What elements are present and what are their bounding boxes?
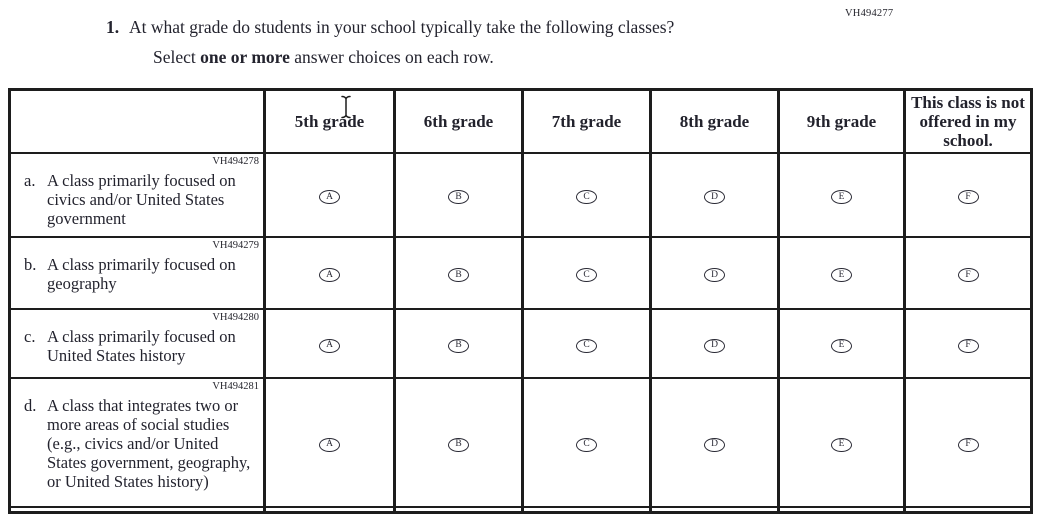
row-label-cell: [10, 309, 265, 378]
answer-bubble-c[interactable]: C: [576, 438, 597, 452]
column-header-8th-grade: 8th grade: [651, 90, 779, 154]
answer-cell: [651, 237, 779, 309]
answer-bubble-e[interactable]: E: [831, 190, 852, 204]
row-letter: c.: [24, 327, 36, 347]
row-letter: b.: [24, 255, 37, 275]
answer-cell: [651, 153, 779, 237]
row-code: VH494278: [212, 156, 259, 168]
answer-cell: [523, 153, 651, 237]
table-row-b: [10, 237, 1032, 309]
row-label-cell: [10, 237, 265, 309]
answer-bubble-b[interactable]: B: [448, 268, 469, 282]
answer-cell: [523, 309, 651, 378]
answer-cell: [779, 237, 905, 309]
cutoff-cell: [523, 507, 651, 512]
answer-cell: [395, 378, 523, 507]
row-letter: d.: [24, 396, 37, 416]
answer-cell: [523, 378, 651, 507]
answer-bubble-f[interactable]: F: [958, 268, 979, 282]
row-code: VH494281: [212, 381, 259, 393]
answer-bubble-f[interactable]: F: [958, 190, 979, 204]
answer-bubble-e[interactable]: E: [831, 339, 852, 353]
answer-bubble-e[interactable]: E: [831, 438, 852, 452]
answer-bubble-a[interactable]: A: [319, 438, 340, 452]
column-header-not-offered: This class is not offered in my school.: [905, 90, 1032, 154]
answer-bubble-d[interactable]: D: [704, 268, 725, 282]
answer-cell: [905, 237, 1032, 309]
cutoff-cell: [10, 507, 265, 512]
answer-bubble-b[interactable]: B: [448, 190, 469, 204]
answer-bubble-c[interactable]: C: [576, 190, 597, 204]
answer-bubble-e[interactable]: E: [831, 268, 852, 282]
answer-cell: [523, 237, 651, 309]
column-header-5th-grade: 5th grade: [265, 90, 395, 154]
row-code: VH494279: [212, 240, 259, 252]
row-label-text: A class primarily focused on geography: [47, 255, 236, 294]
answer-cell: [905, 309, 1032, 378]
row-letter: a.: [24, 171, 36, 191]
answer-bubble-b[interactable]: B: [448, 339, 469, 353]
answer-cell: [905, 378, 1032, 507]
answer-cell: [265, 378, 395, 507]
instruction-suffix: answer choices on each row.: [289, 47, 494, 67]
answer-cell: [905, 153, 1032, 237]
answer-bubble-c[interactable]: C: [576, 268, 597, 282]
answer-cell: [395, 153, 523, 237]
answer-cell: [651, 378, 779, 507]
answer-bubble-d[interactable]: D: [704, 339, 725, 353]
table-row-d: [10, 378, 1032, 507]
question-number: 1.: [106, 17, 120, 37]
column-header-9th-grade: 9th grade: [779, 90, 905, 154]
answer-grid-table: [8, 88, 1033, 514]
answer-cell: [651, 309, 779, 378]
instruction-prefix: Select: [153, 47, 201, 67]
table-row-a: [10, 153, 1032, 237]
answer-bubble-f[interactable]: F: [958, 339, 979, 353]
answer-bubble-f[interactable]: F: [958, 438, 979, 452]
answer-cell: [265, 309, 395, 378]
answer-cell: [265, 153, 395, 237]
answer-cell: [779, 153, 905, 237]
answer-bubble-c[interactable]: C: [576, 339, 597, 353]
answer-cell: [395, 237, 523, 309]
instruction-bold: one or more: [200, 47, 290, 67]
answer-cell: [265, 237, 395, 309]
table-row-cutoff: [10, 507, 1032, 512]
cutoff-cell: [651, 507, 779, 512]
question-text: At what grade do students in your school typically take the following classes?: [129, 17, 675, 37]
column-header-6th-grade: 6th grade: [395, 90, 523, 154]
column-header-7th-grade: 7th grade: [523, 90, 651, 154]
table-row-c: [10, 309, 1032, 378]
row-label-text: A class that integrates two or more areas of social studies (e.g., civics and/or United States government, geography, or United States history): [47, 396, 251, 492]
answer-bubble-a[interactable]: A: [319, 268, 340, 282]
cutoff-cell: [905, 507, 1032, 512]
cutoff-cell: [395, 507, 523, 512]
question-accession-code: VH494277: [845, 8, 894, 19]
row-label-text: A class primarily focused on United States history: [47, 327, 236, 366]
row-code: VH494280: [212, 312, 259, 324]
corner-cell: [10, 90, 265, 154]
row-label-cell: [10, 153, 265, 237]
answer-bubble-a[interactable]: A: [319, 190, 340, 204]
answer-bubble-b[interactable]: B: [448, 438, 469, 452]
answer-cell: [779, 309, 905, 378]
answer-cell: [395, 309, 523, 378]
question-block: [106, 17, 826, 68]
row-label-text: A class primarily focused on civics and/or United States government: [47, 171, 236, 229]
row-label-cell: [10, 378, 265, 507]
answer-bubble-d[interactable]: D: [704, 190, 725, 204]
answer-cell: [779, 378, 905, 507]
answer-bubble-d[interactable]: D: [704, 438, 725, 452]
cutoff-cell: [779, 507, 905, 512]
header-row: [10, 90, 1032, 154]
answer-bubble-a[interactable]: A: [319, 339, 340, 353]
cutoff-cell: [265, 507, 395, 512]
question-instruction: [153, 47, 826, 68]
